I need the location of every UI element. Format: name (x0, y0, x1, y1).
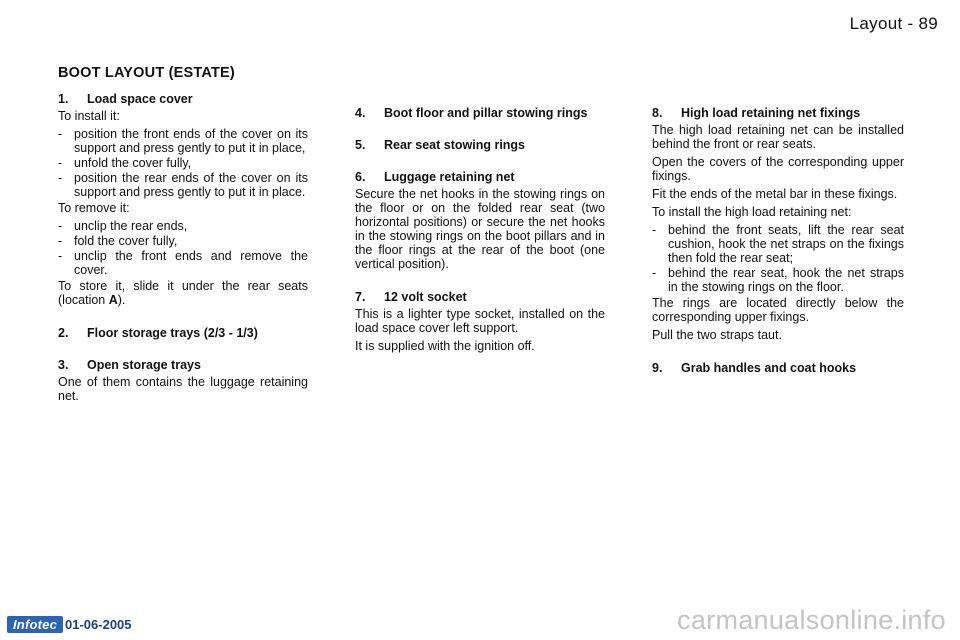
install-steps (58, 127, 308, 199)
item-number: 6. (355, 170, 366, 184)
list-item: - unclip the rear ends, (58, 219, 308, 233)
list-item: - behind the rear seat, hook the net straps in the stowing rings on the floor. (652, 266, 904, 294)
item8-paragraph: Fit the ends of the metal bar in these fixings. (652, 187, 898, 201)
infotec-logo: Infotec (7, 616, 63, 633)
item3-text: One of them contains the luggage retaining net. (58, 375, 308, 403)
store-paragraph (58, 279, 308, 307)
watermark: carmanualsonline.info (677, 605, 946, 635)
item8-paragraph: To install the high load retaining net: (652, 205, 852, 219)
remove-steps (58, 219, 308, 277)
item-title: 12 volt socket (384, 290, 467, 304)
item-number: 3. (58, 358, 69, 372)
item-heading-2 (58, 326, 308, 340)
column-middle (355, 106, 605, 357)
item-number: 1. (58, 92, 69, 106)
list-item: - unfold the cover fully, (58, 156, 308, 170)
item-title: Floor storage trays (2/3 - 1/3) (87, 326, 258, 340)
item-title: Load space cover (87, 92, 193, 106)
item-number: 9. (652, 361, 663, 375)
item7-text-1: This is a lighter type socket, installed on the load space cover left support. (355, 307, 605, 335)
item8-paragraph: The rings are located directly below the corresponding upper fixings. (652, 296, 904, 324)
item7-text-2: It is supplied with the ignition off. (355, 339, 535, 353)
column-right (652, 106, 904, 378)
item-number: 8. (652, 106, 663, 120)
item-number: 7. (355, 290, 366, 304)
item6-text: Secure the net hooks in the stowing rings on the floor or on the folded rear seat (two horizontal positions) or secure the net hooks in the stowing rings on the boot pillars and in the floor rings at the rear of the boot (one vertical position). (355, 187, 605, 271)
list-item: - fold the cover fully, (58, 234, 308, 248)
column-left (58, 92, 308, 407)
item-number: 5. (355, 138, 366, 152)
item-title: Rear seat stowing rings (384, 138, 526, 152)
item8-paragraph: Pull the two straps taut. (652, 328, 782, 342)
section-title: BOOT LAYOUT (ESTATE) (58, 65, 235, 81)
item-heading-5 (355, 138, 605, 152)
store-location: A (108, 293, 118, 307)
list-item: - unclip the front ends and remove the cover. (58, 249, 308, 277)
item-title: Luggage retaining net (384, 170, 515, 184)
store-end: ). (117, 293, 126, 307)
item8-steps (652, 223, 904, 294)
item-title: Open storage trays (87, 358, 201, 372)
item-title: High load retaining net fixings (681, 106, 861, 120)
item-heading-8 (652, 106, 904, 120)
install-intro: To install it: (58, 109, 120, 123)
item-number: 4. (355, 106, 366, 120)
list-item: - position the rear ends of the cover on its support and press gently to put it in place. (58, 171, 308, 199)
item-heading-4 (355, 106, 605, 120)
list-item: - behind the front seats, lift the rear seat cushion, hook the net straps on the fixings then fold the rear seat; (652, 223, 904, 265)
store-text: To store it, slide it under the rear seats (location (58, 279, 308, 307)
print-date: 01-06-2005 (65, 617, 132, 632)
page-header: Layout - 89 (849, 14, 938, 33)
footer (7, 616, 132, 633)
item-heading-9 (652, 361, 904, 375)
item8-paragraph: The high load retaining net can be installed behind the front or rear seats. (652, 123, 904, 151)
item8-paragraph: Open the covers of the corresponding upper fixings. (652, 155, 904, 183)
list-item: - position the front ends of the cover on its support and press gently to put it in place, (58, 127, 308, 155)
remove-intro: To remove it: (58, 201, 130, 215)
item-title: Boot floor and pillar stowing rings (384, 106, 588, 120)
item-title: Grab handles and coat hooks (681, 361, 857, 375)
item-heading-6 (355, 170, 605, 184)
item-heading-1 (58, 92, 308, 106)
item-number: 2. (58, 326, 69, 340)
item-heading-3 (58, 358, 308, 372)
item-heading-7 (355, 290, 605, 304)
